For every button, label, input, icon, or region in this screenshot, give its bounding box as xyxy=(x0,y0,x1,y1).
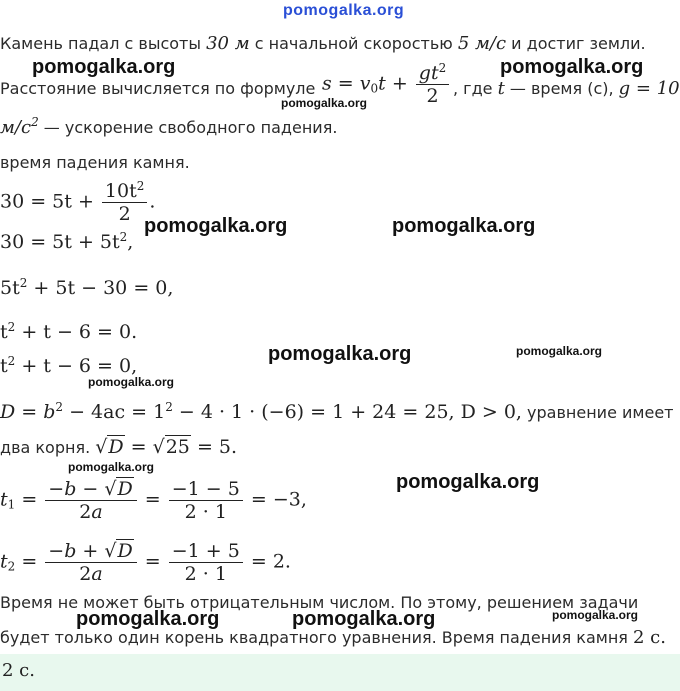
eq-text: D = b xyxy=(0,401,56,423)
g-value: g = 10 xyxy=(618,78,680,99)
sqrt-expression: √D = √25 = 5. xyxy=(95,436,238,458)
watermark: pomogalka.org xyxy=(396,471,540,493)
root-t2-wrapper xyxy=(0,536,680,580)
text-segment: уравнение имеет xyxy=(521,403,674,422)
watermark-small: pomogalka.org xyxy=(68,460,155,474)
eq-fraction: $\frac{-1 - 5}{2 \cdot 1}$ xyxy=(169,478,243,523)
speed-value: 5 м/с xyxy=(457,33,507,54)
eq-text: + t − 6 = 0. xyxy=(15,321,138,343)
answer-box xyxy=(0,654,680,691)
watermark: pomogalka.org xyxy=(32,56,176,78)
text-segment: два корня. xyxy=(0,438,96,457)
final-time: 2 с. xyxy=(632,627,666,648)
formula-fraction: $\frac{gt^2}{2}$ xyxy=(416,62,449,107)
eq-text: = 2. xyxy=(250,550,291,573)
eq-fraction: $\frac{-b + √D}{2a}$ xyxy=(45,540,136,580)
root-t1: $t_1$ = $\frac{-b - √D}{2a}$ = $\frac{-1 - 5}{2 \cdot 1}$ = −3, xyxy=(0,478,307,523)
eq-text: t xyxy=(0,355,8,377)
eq-text: = −3, xyxy=(250,488,307,511)
eq-text: t xyxy=(0,550,8,573)
eq-text: − 4ac = 1 xyxy=(63,401,166,423)
eq-text: t xyxy=(0,488,8,511)
eq-text: + 5t − 30 = 0, xyxy=(27,277,174,299)
eq-fraction: $\frac{-b - √D}{2a}$ xyxy=(45,478,136,523)
text-segment: , где xyxy=(453,79,498,98)
equation-1: 30 = 5t + $\frac{10t^2}{2}$ . xyxy=(0,179,156,225)
watermark-small: pomogalka.org xyxy=(281,96,368,110)
eq-text: − 4 · 1 · (−6) = 1 + 24 = 25, D > 0, xyxy=(172,401,522,423)
eq-text: + t − 6 = 0, xyxy=(15,355,138,377)
watermark: pomogalka.org xyxy=(76,608,220,630)
eq-text: 30 = 5t + 5t xyxy=(0,231,120,253)
eq-lhs: 30 = 5t + xyxy=(0,190,94,213)
height-value: 30 м xyxy=(206,33,250,54)
time-var: t xyxy=(497,78,505,99)
conclusion-line-1: Время не может быть отрицательным числом. По этому, решением задачи xyxy=(0,593,639,612)
problem-line-2 xyxy=(0,78,315,100)
accel-unit: м/с xyxy=(0,117,32,138)
conclusion-line-2 xyxy=(0,627,666,649)
watermark: pomogalka.org xyxy=(268,343,412,365)
equation-3: $5t^2 + 5t - 30 = 0$, xyxy=(0,276,174,299)
watermark-small: pomogalka.org xyxy=(88,375,175,389)
frac-den: 2 xyxy=(118,203,131,225)
text-segment: — время (с), xyxy=(504,79,619,98)
eq-text: t xyxy=(0,321,8,343)
eq-text: = 5. xyxy=(196,436,238,458)
text-segment: будет только один корень квадратного уравнения. Время падения камня xyxy=(0,628,633,647)
text-segment: с начальной скоростью xyxy=(249,34,458,53)
problem-line-2b xyxy=(453,78,680,100)
text-segment: и достиг земли. xyxy=(506,34,646,53)
equation-5: $t^2 + t - 6 = 0$, xyxy=(0,354,138,377)
watermark: pomogalka.org xyxy=(144,215,288,237)
watermark: pomogalka.org xyxy=(392,215,536,237)
root-t2: $t_2$ = $\frac{-b + √D}{2a}$ = $\frac{-1 + 5}{2 \cdot 1}$ = 2. xyxy=(0,540,291,580)
equation-2: $30 = 5t + 5t^2$, xyxy=(0,230,134,253)
watermark: pomogalka.org xyxy=(292,608,436,630)
text-segment: — ускорение свободного падения. xyxy=(38,118,338,137)
eq-fraction: $\frac{10t^2}{2}$ xyxy=(102,180,147,225)
watermark: pomogalka.org xyxy=(500,56,644,78)
answer-value: 2 с. xyxy=(2,660,35,681)
text-segment: Камень падал с высоты xyxy=(0,34,207,53)
watermark-small: pomogalka.org xyxy=(552,608,639,622)
problem-line-4: время падения камня. xyxy=(0,153,190,172)
problem-line-1 xyxy=(0,33,646,55)
watermark-small: pomogalka.org xyxy=(516,344,603,358)
watermark-top: pomogalka.org xyxy=(283,2,405,19)
problem-line-3: $м/с^2$ — ускорение свободного падения. xyxy=(0,115,338,138)
discriminant-line: $D = b^2 - 4ac = 1^2 - 4 \cdot 1 \cdot (-6) = 1 + 24 = 25$, D > 0, уравнение имеет xyxy=(0,400,674,423)
frac-num: 10t xyxy=(104,180,137,202)
eq-text: 5t xyxy=(0,277,20,299)
text-segment: Расстояние вычисляется по формуле xyxy=(0,79,316,98)
formula-s: $s = v_0t$ + $\frac{gt^2}{2}$ xyxy=(322,62,451,107)
eq-fraction: $\frac{-1 + 5}{2 \cdot 1}$ xyxy=(169,540,243,580)
roots-line xyxy=(0,435,237,459)
equation-4: $t^2 + t - 6 = 0$. xyxy=(0,320,138,343)
